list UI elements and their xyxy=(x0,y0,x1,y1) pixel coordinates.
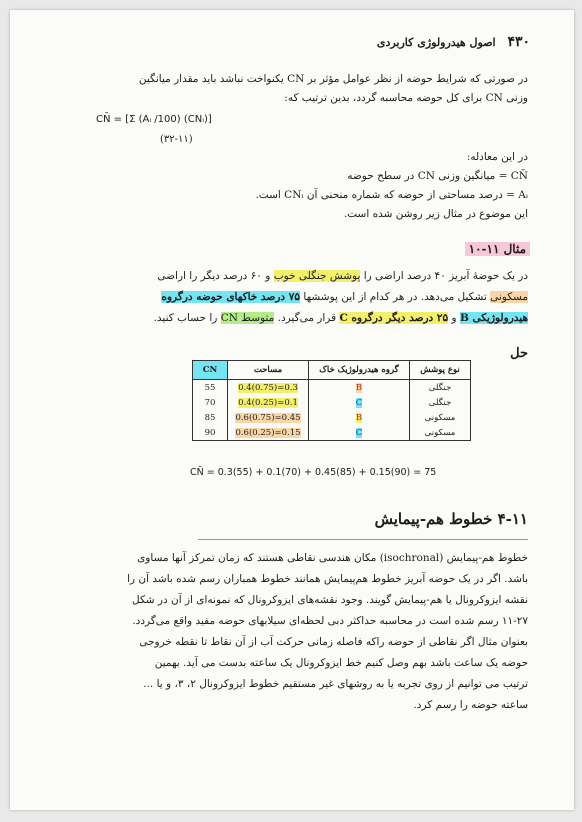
highlight-residential: مسکونی xyxy=(490,291,528,303)
table-row xyxy=(193,425,471,441)
text-span: در یک حوضهٔ آبریز ۴۰ درصد اراضی را xyxy=(360,270,528,282)
highlight-group-b: هیدرولوژیکی B xyxy=(459,312,528,324)
page-header xyxy=(377,34,530,50)
cell-cn: 90 xyxy=(193,425,228,441)
highlight-forest: پوشش جنگلی خوب xyxy=(273,270,361,282)
table-row xyxy=(193,380,471,396)
example-line xyxy=(58,308,528,329)
cell-cover: جنگلی xyxy=(410,380,471,396)
text-span: تشکیل می‌دهد. در هر کدام از این پوششها xyxy=(300,291,491,303)
header-cover-type: نوع پوشش xyxy=(410,361,471,380)
definition-cn: CN̄ = میانگین وزنی CN در سطح حوضه xyxy=(347,170,528,182)
text-span: و xyxy=(448,312,460,324)
solution-label: حل xyxy=(510,346,528,361)
example-line xyxy=(58,266,528,287)
table-row xyxy=(193,395,471,410)
cell-area: 0.6(0.25)=0.15 xyxy=(235,427,301,438)
definitions-closing: این موضوع در مثال زیر روشن شده است. xyxy=(343,208,528,220)
cell-cn: 70 xyxy=(193,395,228,410)
cell-soil-group: B xyxy=(355,382,363,393)
definition-area: Aᵢ = درصد مساحتی از حوضه که شماره منحنی آن CNᵢ است. xyxy=(255,189,528,201)
intro-line: وزنی CN برای کل حوضه محاسبه گردد، بدین ترتیب که: xyxy=(284,92,528,104)
header-area: مساحت xyxy=(228,361,309,380)
cell-area: 0.6(0.75)=0.45 xyxy=(235,412,301,423)
cell-soil-group: C xyxy=(355,397,363,408)
intro-line: در صورتی که شرایط حوضه از نظر عوامل مؤثر بر CN یکنواخت نباشد باید مقدار میانگین xyxy=(138,73,528,85)
cell-soil-group: B xyxy=(355,412,363,423)
table-header-row xyxy=(193,361,471,380)
body-line: باشد. اگر در یک حوضه آبریز خطوط هم‌پیمایش همانند خطوط همباران رسم شده باشد آن را xyxy=(127,573,528,585)
cell-soil-group: C xyxy=(355,427,363,438)
book-title: اصول هیدرولوژی کاربردی xyxy=(376,36,496,49)
body-line: خطوط هم-پیمایش (isochronal) مکان هندسی نقاطی هستند که زمان تمرکز آنها مساوی xyxy=(137,552,528,564)
table-row xyxy=(193,410,471,425)
cell-area: 0.4(0.25)=0.1 xyxy=(238,397,298,408)
header-soil-group: گروه هیدرولوژیک خاک xyxy=(309,361,410,380)
highlight-mean-cn: متوسط CN xyxy=(220,312,275,324)
cell-cn: 85 xyxy=(193,410,228,425)
cell-cover: جنگلی xyxy=(410,395,471,410)
definitions-intro: در این معادله: xyxy=(466,151,528,163)
equation-number: (۳۲-۱۱) xyxy=(160,134,193,145)
cell-cover: مسکونی xyxy=(410,425,471,441)
text-span: را حساب کنید. xyxy=(153,312,221,324)
definitions xyxy=(58,148,528,224)
body-line: نقشه ایزوکرونال یا هم-پیمایش گویند. وجود نقشه‌های ایزوکرونال که نمونه‌ای از آن در شکل xyxy=(132,594,528,606)
section-body xyxy=(58,548,528,716)
text-span: قرار می‌گیرد. xyxy=(274,312,340,324)
cell-area: 0.4(0.75)=0.3 xyxy=(238,382,298,393)
highlight-group-c: ۲۵ درصد دیگر درگروه C xyxy=(339,312,449,324)
page-number: ۴۳۰ xyxy=(507,34,530,50)
equation-formula: CN̄ = [Σ (Aᵢ /100) (CNᵢ)] xyxy=(96,114,212,125)
text-span: و ۶۰ درصد دیگر را اراضی xyxy=(157,270,274,282)
highlight-soil-share: ۷۵ درصد خاکهای حوضه درگروه xyxy=(161,291,301,303)
section-divider xyxy=(198,539,528,540)
example-line xyxy=(58,287,528,308)
example-title: مثال ۱۱-۱۰ xyxy=(465,242,530,256)
body-line: ۱۱-۲۷ رسم شده است در محاسبه حداکثر دبی لحظه‌ای سیلابهای حوضه مفید واقع می‌گردد. xyxy=(132,615,528,627)
book-page xyxy=(10,10,574,810)
body-line: ترتیب می توانیم از روی تجربه یا به روشهای غیر مستقیم خطوط ایزوکرونال ۲، ۳، و یا ... xyxy=(143,678,528,690)
example-paragraph xyxy=(58,266,528,329)
body-line: ساعته حوضه را رسم کرد. xyxy=(413,699,528,711)
section-title: ۴-۱۱ خطوط هم-پیمایش xyxy=(374,510,528,528)
cell-cn: 55 xyxy=(193,380,228,396)
cn-table xyxy=(192,360,471,441)
cell-cover: مسکونی xyxy=(410,410,471,425)
header-cn: CN xyxy=(193,361,228,380)
result-formula: CN̄ = 0.3(55) + 0.1(70) + 0.45(85) + 0.15(90) = 75 xyxy=(190,467,437,478)
body-line: حوضه یک ساعت باشد بهم وصل کنیم خط ایزوکرونال یک ساعته بدست می آید. بهمین xyxy=(154,657,528,669)
body-line: بعنوان مثال اگر نقاطی از حوضه راکه فاصله زمانی حرکت آب از آن نقاط تا نقطه خروجی xyxy=(139,636,528,648)
intro-paragraph xyxy=(58,70,528,108)
